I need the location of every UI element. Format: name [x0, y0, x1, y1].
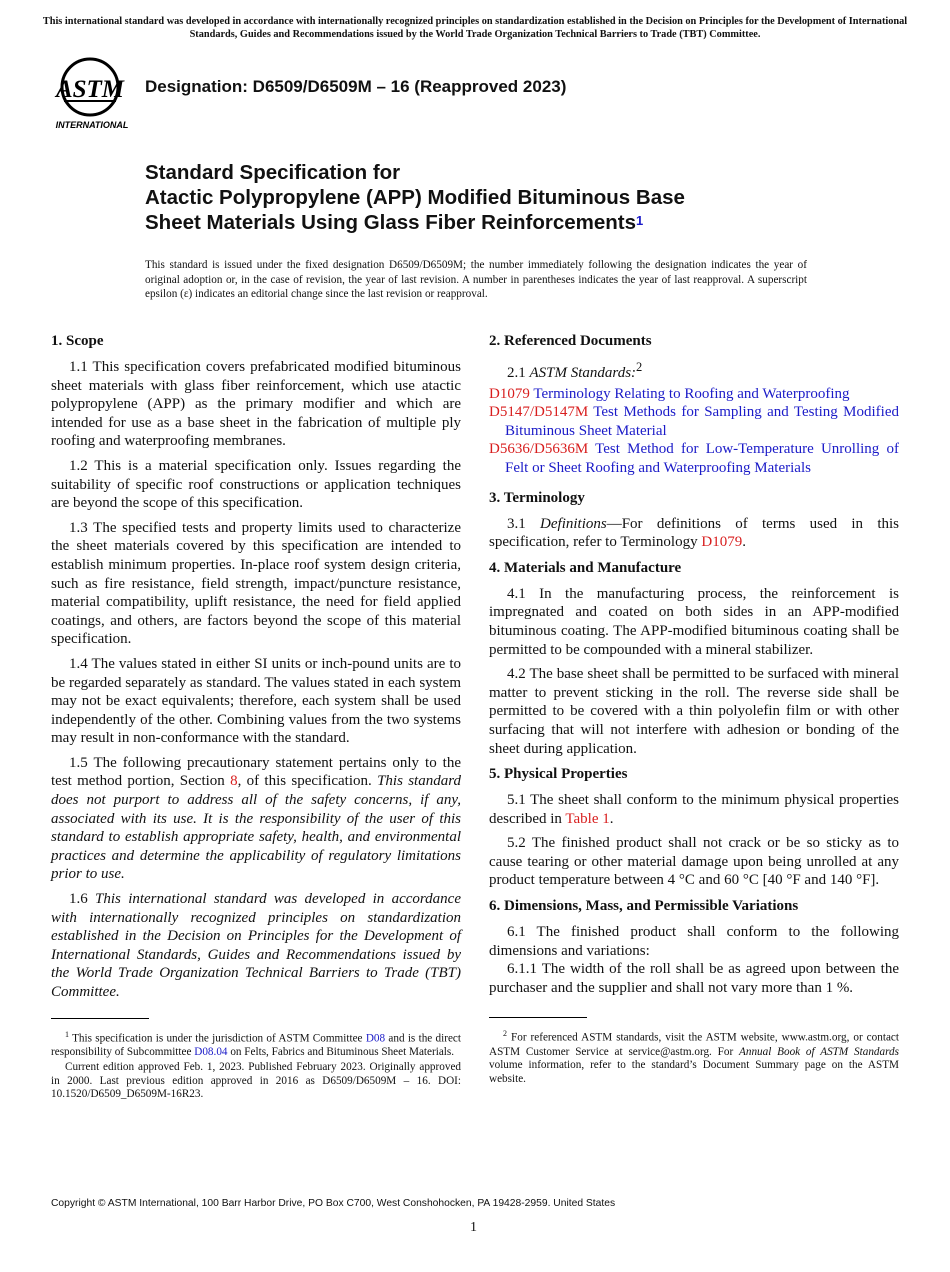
reference-d5147[interactable] — [489, 403, 899, 440]
paragraph-2-1 — [489, 358, 899, 383]
fn2-text-b: volume information, refer to the standard’s Document Summary page on the ASTM website. — [489, 1059, 899, 1085]
section-heading-physical-properties: 5. Physical Properties — [489, 766, 628, 783]
logo-subtext: INTERNATIONAL — [55, 120, 129, 130]
left-column — [51, 331, 461, 1104]
reference-title[interactable]: Terminology Relating to Roofing and Waterproofing — [533, 385, 850, 402]
p3-1-text: —For definitions of terms used in this specification, refer to Terminology — [489, 515, 900, 551]
paragraph-1-3: 1.3 The specified tests and property limits used to characterize the sheet materials covered by this specification are intended to establish minimum properties. In-place roof system design criteria, such as fire resistance, field strength, impact/puncture resistance, material compatibility, uplift resistance, the need for field applied coatings, and others, are factors beyond the scope of this material specification. — [51, 519, 461, 648]
footnote-rule — [489, 1017, 587, 1018]
reference-code[interactable]: D5636/D5636M — [489, 441, 589, 458]
paragraph-1-4: 1.4 The values stated in either SI units or inch-pound units are to be regarded separately as standard. The values stated in each system may not be exact equivalents; therefore, each system shall be used independently of the other. Combining values from the two systems may result in non-conformance with the standard. — [51, 655, 461, 747]
footnote-2 — [489, 1027, 899, 1086]
fn1-text-c: on Felts, Fabrics and Bituminous Sheet Materials. — [227, 1045, 455, 1058]
reference-code[interactable]: D1079 — [489, 385, 530, 402]
title-line-3-text: Sheet Materials Using Glass Fiber Reinforcements — [145, 211, 637, 234]
reference-d1079[interactable] — [489, 385, 899, 404]
section-heading-dimensions: 6. Dimensions, Mass, and Permissible Variations — [489, 898, 799, 915]
footnote-2-label: 2 — [503, 1029, 507, 1039]
title-line-1: Standard Specification for — [145, 161, 401, 184]
section-heading-referenced-documents: 2. Referenced Documents — [489, 333, 652, 349]
safety-statement: This standard does not purport to address all of the safety concerns, if any, associated with its use. It is the responsibility of the user of this standard to establish appropriate safety, health, and environmental practices and determine the applicability of regulatory limitations prior to use. — [51, 773, 461, 883]
title-line-3 — [145, 210, 865, 235]
footnote-rule — [51, 1018, 149, 1019]
edition-note: Current edition approved Feb. 1, 2023. Published February 2023. Originally approved in 2000. Last previous edition approved in 2016 as D6509/D6509M – 16. DOI: 10.1520/D6509_D6509M-16R23. — [51, 1061, 461, 1101]
paragraph-5-2: 5.2 The finished product shall not crack or be so sticky as to cause tearing or other material damage upon being unrolled at any product temperature between 4 °C and 60 °C [40 °F and 140 °F]. — [489, 835, 899, 889]
page-number: 1 — [470, 1220, 477, 1235]
reference-d5636[interactable] — [489, 440, 899, 477]
subcommittee-d08-04-link[interactable]: D08.04 — [194, 1045, 228, 1058]
reference-title[interactable]: Test Method for Low-Temperature Unrolling of Felt or Sheet Roofing and Waterproofing Materials — [505, 441, 899, 476]
title-line-2: Atactic Polypropylene (APP) Modified Bituminous Base — [145, 186, 685, 209]
title-footnote-mark[interactable]: 1 — [636, 213, 644, 228]
fn1-text-b: and is the direct responsibility of Subcommittee — [51, 1032, 462, 1058]
section-8-link[interactable]: 8 — [230, 773, 238, 790]
paragraph-1-6 — [51, 890, 461, 1002]
paragraph-1-5 — [51, 754, 461, 884]
astm-standards-label: ASTM Standards: — [529, 365, 637, 381]
p1-5-text: 1.5 The following precautionary statement pertains only to the test method portion, Section — [51, 754, 461, 790]
logo-text: ASTM — [55, 76, 125, 103]
section-heading-scope: 1. Scope — [51, 333, 104, 349]
designation: Designation: D6509/D6509M – 16 (Reapproved 2023) — [145, 77, 567, 96]
footnote-1-mark: 1 — [65, 1029, 69, 1039]
annual-book-title: Annual Book of ASTM Standards — [739, 1045, 899, 1058]
section-heading-materials: 4. Materials and Manufacture — [489, 559, 682, 576]
p5-1-end: . — [609, 810, 614, 827]
d1079-link[interactable]: D1079 — [701, 534, 743, 551]
right-column — [489, 331, 899, 1088]
paragraph-5-1 — [489, 791, 899, 828]
document-title — [145, 160, 865, 235]
p3-1-num: 3.1 — [507, 515, 541, 532]
astm-logo — [52, 55, 136, 131]
reference-title[interactable]: Test Methods for Sampling and Testing Modified Bituminous Sheet Material — [505, 404, 899, 439]
p3-1-end: . — [742, 534, 746, 551]
paragraph-4-2: 4.2 The base sheet shall be permitted to be surfaced with mineral matter to prevent sticking in the roll. The reverse side shall be permitted to be covered with a thin polyolefin film or with other surfacing that will not interfere with adhesion or bonding of the sheet during application. — [489, 666, 899, 757]
definitions-label: Definitions — [540, 515, 607, 532]
p5-1-text: 5.1 The sheet shall conform to the minimum physical properties described in — [489, 792, 899, 827]
committee-d08-link[interactable]: D08 — [365, 1032, 386, 1045]
copyright-line: Copyright © ASTM International, 100 Barr Harbor Drive, PO Box C700, West Conshohocken, PA 19428-2959. United States — [51, 1198, 616, 1209]
fn1-text-a: This specification is under the jurisdiction of ASTM Committee — [69, 1032, 366, 1045]
reference-code[interactable]: D5147/D5147M — [489, 404, 589, 421]
footnote-1 — [51, 1028, 461, 1102]
wto-statement: This international standard was developed in accordance with internationally recognized principles on standardization established in the Decision on Principles for the Development of International Standards, Guides and Recommendations issued by the World Trade Organization Technical Barriers to Trade (TBT) Committee. — [51, 891, 461, 1000]
paragraph-4-1: 4.1 In the manufacturing process, the reinforcement is impregnated and coated on both sides in an APP-modified bituminous coating. The APP-modified bituminous coating shall be permitted to be compounded with a mineral stabilizer. — [489, 585, 899, 658]
footnote-2-mark: 2 — [636, 360, 643, 374]
table-1-link[interactable]: Table 1 — [565, 810, 610, 827]
paragraph-1-2: 1.2 This is a material specification only. Issues regarding the suitability of specific roof constructions or application techniques are beyond the scope of this specification. — [51, 457, 461, 512]
fn2-text-a: For referenced ASTM standards, visit the ASTM website, www.astm.org, or contact ASTM Customer Service at service@astm.org. For — [489, 1032, 899, 1058]
section-heading-terminology: 3. Terminology — [489, 489, 585, 506]
p1-5-text-b: , of this specification. — [237, 773, 378, 790]
standard-notice: This international standard was developed in accordance with internationally recognized principles on standardization established in the Decision on Principles for the Development of International Standards, Guides and Recommendations issued by the World Trade Organization Technical Barriers to Trade (TBT) Committee. — [42, 16, 908, 40]
p2-1-num: 2.1 — [507, 365, 530, 381]
p1-6-num: 1.6 — [69, 891, 96, 908]
paragraph-6-1-1: 6.1.1 The width of the roll shall be as agreed upon between the purchaser and the supplier and shall not vary more than 1 %. — [489, 961, 899, 996]
paragraph-6-1: 6.1 The finished product shall conform to the following dimensions and variations: — [489, 924, 899, 959]
paragraph-1-1: 1.1 This specification covers prefabricated modified bituminous sheet materials with glass fiber reinforcement, which use atactic polypropylene (APP) as the primary modifier and which are intended for use as a base sheet in the fabrication of multiple ply roofing and waterproofing membranes. — [51, 359, 461, 450]
paragraph-3-1 — [489, 515, 899, 552]
issuance-note: This standard is issued under the fixed designation D6509/D6509M; the number immediately following the designation indicates the year of original adoption or, in the case of revision, the year of last revision. A number in parentheses indicates the year of last reapproval. A superscript epsilon (ε) indicates an editorial change since the last revision or reapproval. — [145, 259, 807, 300]
